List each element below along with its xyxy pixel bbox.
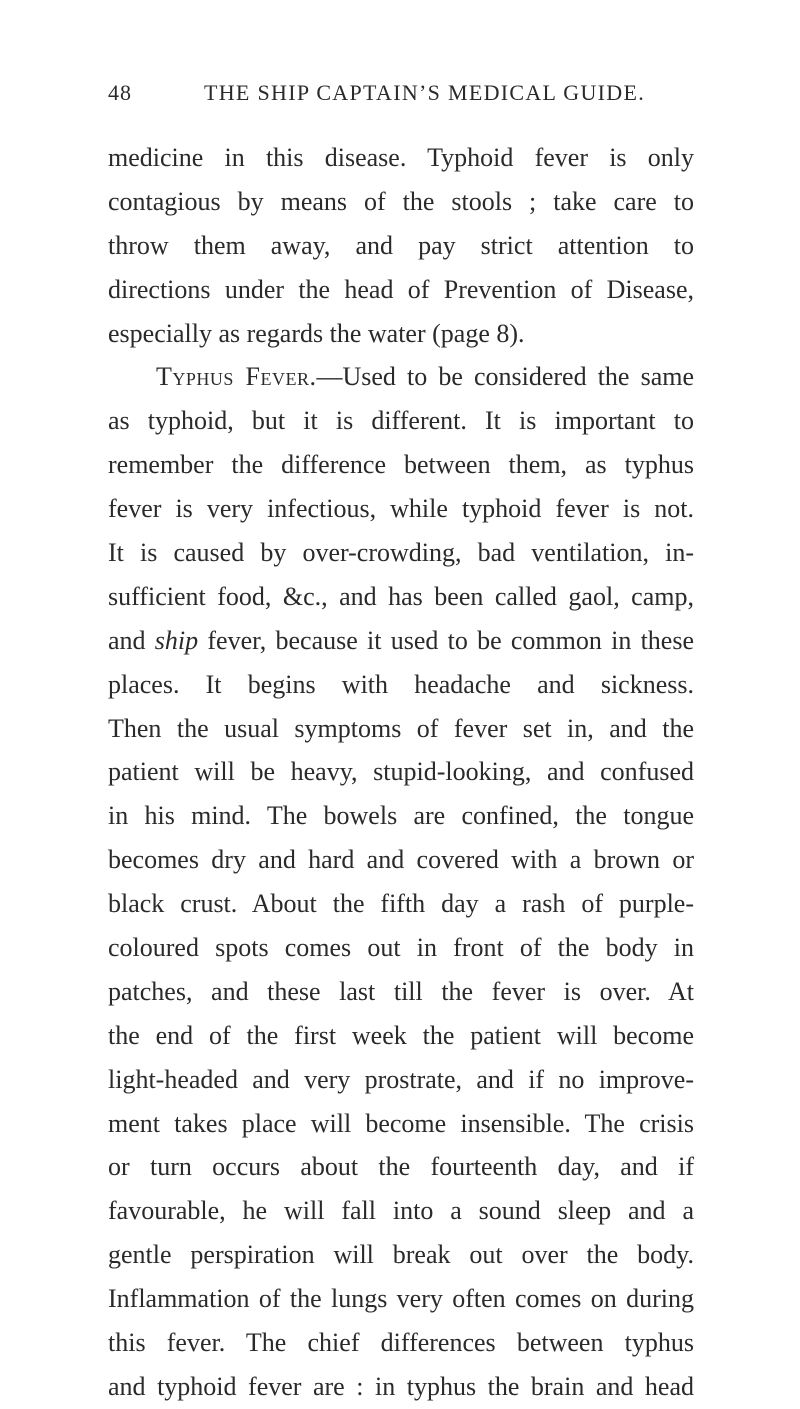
text-line: sufficient food, &c., and has been called gaol, camp, [108, 581, 694, 611]
text-line: throw them away, and pay strict attention to [108, 230, 694, 260]
section-heading-line: Typhus Fever.—Used to be considered the same [156, 362, 694, 392]
body-text [108, 136, 694, 1409]
text-line: gentle perspiration will break out over the body. [108, 1240, 694, 1270]
text-line: Then the usual symptoms of fever set in, and the [108, 713, 694, 743]
text-line: black crust. About the fifth day a rash of purple- [108, 889, 694, 919]
text-line: especially as regards the water (page 8). [108, 318, 525, 348]
text-line: It is caused by over-crowding, bad ventilation, in- [108, 538, 694, 568]
text-line: Inflammation of the lungs very often comes on during [108, 1284, 694, 1314]
text-line: coloured spots comes out in front of the body in [108, 933, 694, 963]
text-line: and ship fever, because it used to be common in these [108, 625, 694, 655]
text-line: fever is very infectious, while typhoid fever is not. [108, 494, 694, 524]
section-heading: Typhus Fever. [156, 362, 317, 392]
text-line: as typhoid, but it is different. It is important to [108, 406, 694, 436]
page-number: 48 [108, 80, 132, 105]
text-line: contagious by means of the stools ; take care to [108, 186, 694, 216]
running-title: THE SHIP CAPTAIN’S MEDICAL GUIDE. [204, 80, 645, 105]
running-head [108, 80, 694, 110]
text-line: patches, and these last till the fever is over. At [108, 976, 694, 1006]
text-line: places. It begins with headache and sickness. [108, 669, 694, 699]
text-line: and typhoid fever are : in typhus the brain and head [108, 1371, 694, 1401]
text-line: or turn occurs about the fourteenth day, and if [108, 1152, 694, 1182]
text-line: ment takes place will become insensible. The crisis [108, 1108, 694, 1138]
text-line: directions under the head of Prevention of Disease, [108, 274, 694, 304]
italic-word: ship [154, 625, 199, 655]
text-line: medicine in this disease. Typhoid fever is only [108, 143, 694, 172]
text-line: light-headed and very prostrate, and if no improve- [108, 1064, 694, 1094]
text-line: favourable, he will fall into a sound sleep and a [108, 1196, 694, 1226]
text-line: becomes dry and hard and covered with a brown or [108, 845, 694, 875]
text-line: in his mind. The bowels are confined, the tongue [108, 801, 694, 831]
text-line: the end of the first week the patient will become [108, 1020, 694, 1050]
text-line: remember the difference between them, as typhus [108, 450, 694, 480]
text-line: this fever. The chief differences between typhus [108, 1328, 694, 1358]
text-line: patient will be heavy, stupid-looking, and confused [108, 757, 694, 787]
